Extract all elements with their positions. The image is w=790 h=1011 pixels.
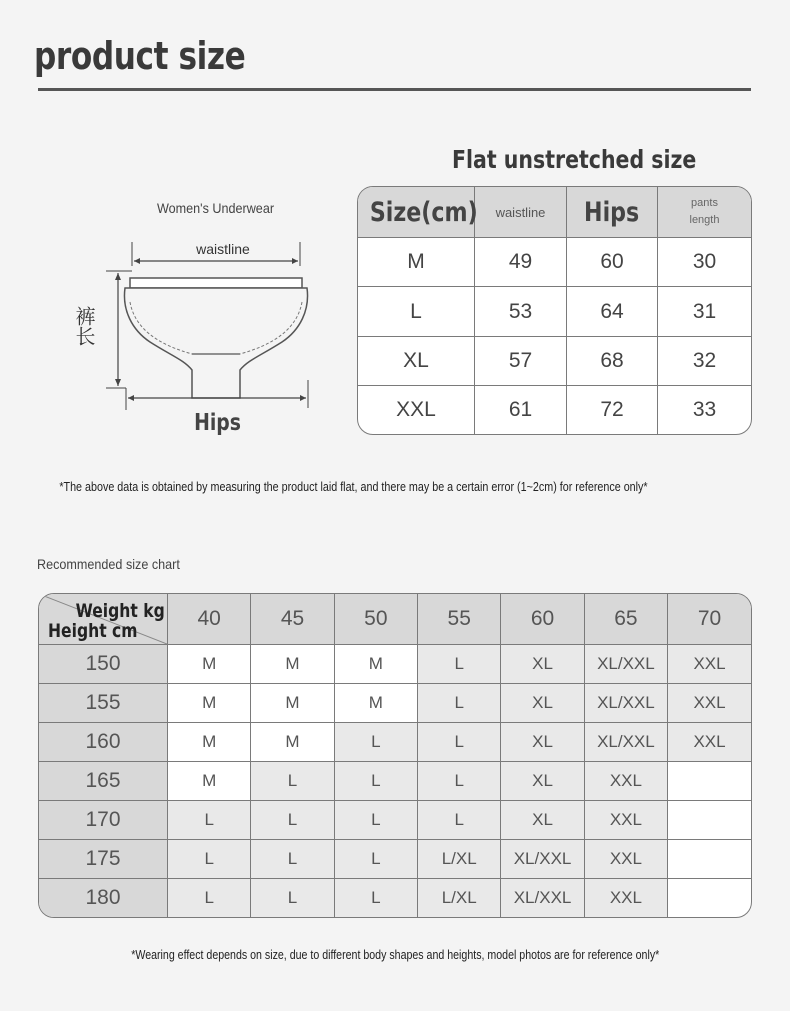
- size-cell: [668, 801, 751, 840]
- size-cell: XXL: [668, 684, 751, 723]
- weight-50: 50: [334, 594, 417, 645]
- size-cell: M: [168, 645, 251, 684]
- cell: XXL: [358, 386, 475, 434]
- height-cell: 175: [39, 840, 168, 879]
- weight-label: Weight kg: [75, 600, 165, 622]
- size-cell: [668, 840, 751, 879]
- table-row: [39, 840, 751, 879]
- recommended-label: Recommended size chart: [37, 556, 180, 572]
- table-row: [39, 879, 751, 917]
- title-divider: [38, 88, 751, 91]
- corner-cell: [39, 594, 168, 645]
- size-cell: XXL: [584, 801, 667, 840]
- height-cell: 150: [39, 645, 168, 684]
- table-row: [39, 645, 751, 684]
- size-cell: L: [334, 879, 417, 917]
- size-cell: XXL: [584, 840, 667, 879]
- size-cell: M: [168, 762, 251, 801]
- height-label: Height cm: [48, 620, 138, 642]
- weight-45: 45: [251, 594, 334, 645]
- cell: 61: [475, 386, 567, 434]
- table-row: [358, 287, 751, 336]
- size-cell: L: [251, 762, 334, 801]
- size-cell: XL/XXL: [584, 684, 667, 723]
- page-title: product size: [34, 34, 246, 78]
- size-cell: M: [251, 684, 334, 723]
- size-cell: XL: [501, 684, 584, 723]
- hips-label: Hips: [194, 408, 242, 436]
- size-cell: M: [168, 684, 251, 723]
- table-row: [358, 336, 751, 385]
- size-cell: L: [334, 762, 417, 801]
- size-cell: M: [251, 645, 334, 684]
- col-hips: Hips: [567, 187, 658, 238]
- size-cell: [668, 879, 751, 917]
- size-cell: [668, 762, 751, 801]
- size-cell: XL/XXL: [584, 723, 667, 762]
- size-cell: M: [251, 723, 334, 762]
- cell: 31: [658, 287, 752, 336]
- weight-70: 70: [668, 594, 751, 645]
- height-cell: 165: [39, 762, 168, 801]
- size-cell: L: [251, 801, 334, 840]
- size-cell: M: [334, 645, 417, 684]
- table-row: [358, 386, 751, 434]
- height-cell: 170: [39, 801, 168, 840]
- wearing-note: *Wearing effect depends on size, due to different body shapes and heights, model photos are for reference only*: [131, 948, 660, 962]
- weight-header-row: [39, 594, 751, 645]
- size-cell: XL/XXL: [501, 840, 584, 879]
- size-cell: L: [168, 840, 251, 879]
- size-cell: XL: [501, 723, 584, 762]
- size-cell: XL: [501, 801, 584, 840]
- height-cell: 155: [39, 684, 168, 723]
- underwear-diagram: [60, 230, 320, 440]
- weight-40: 40: [168, 594, 251, 645]
- size-cell: L: [251, 840, 334, 879]
- size-cell: L: [418, 684, 501, 723]
- table-row: [39, 723, 751, 762]
- measurement-note: *The above data is obtained by measuring the product laid flat, and there may be a certain error (1~2cm) for reference only*: [59, 480, 648, 494]
- cell: L: [358, 287, 475, 336]
- cell: 60: [567, 238, 658, 287]
- size-cell: L: [418, 723, 501, 762]
- size-cell: L/XL: [418, 840, 501, 879]
- waistline-label: waistline: [196, 241, 250, 257]
- size-cell: M: [334, 684, 417, 723]
- size-cell: L: [418, 645, 501, 684]
- size-cell: XXL: [668, 723, 751, 762]
- cell: 33: [658, 386, 752, 434]
- cell: 68: [567, 336, 658, 385]
- size-cell: XXL: [668, 645, 751, 684]
- cell: XL: [358, 336, 475, 385]
- cell: 64: [567, 287, 658, 336]
- recommended-size-table: [38, 593, 752, 918]
- cell: 32: [658, 336, 752, 385]
- cell: 57: [475, 336, 567, 385]
- size-cell: L: [418, 801, 501, 840]
- cell: 49: [475, 238, 567, 287]
- size-cell: L: [334, 801, 417, 840]
- cell: M: [358, 238, 475, 287]
- table-row: [39, 684, 751, 723]
- weight-55: 55: [418, 594, 501, 645]
- cell: 53: [475, 287, 567, 336]
- size-cell: XL/XXL: [584, 645, 667, 684]
- pants-length-label: 裤长: [72, 306, 96, 346]
- size-table-header: [358, 187, 751, 238]
- size-cell: XL: [501, 645, 584, 684]
- cell: 30: [658, 238, 752, 287]
- size-cell: L: [418, 762, 501, 801]
- size-cell: XL: [501, 762, 584, 801]
- size-cell: XXL: [584, 762, 667, 801]
- col-size: Size(cm): [358, 187, 475, 238]
- table-row: [39, 801, 751, 840]
- size-cell: L/XL: [418, 879, 501, 917]
- flat-size-title: Flat unstretched size: [452, 145, 697, 174]
- size-cell: XL/XXL: [501, 879, 584, 917]
- size-cell: L: [251, 879, 334, 917]
- table-row: [39, 762, 751, 801]
- size-cell: M: [168, 723, 251, 762]
- cell: 72: [567, 386, 658, 434]
- col-pants-length: pants length: [658, 187, 752, 238]
- size-cell: L: [334, 840, 417, 879]
- diagram-title: Women's Underwear: [157, 200, 275, 216]
- size-cell: L: [168, 879, 251, 917]
- height-cell: 160: [39, 723, 168, 762]
- size-cell: XXL: [584, 879, 667, 917]
- size-cell: L: [168, 801, 251, 840]
- weight-65: 65: [584, 594, 667, 645]
- height-cell: 180: [39, 879, 168, 917]
- size-cell: L: [334, 723, 417, 762]
- flat-size-table: [357, 186, 752, 435]
- table-row: [358, 238, 751, 287]
- col-waistline: waistline: [475, 187, 567, 238]
- weight-60: 60: [501, 594, 584, 645]
